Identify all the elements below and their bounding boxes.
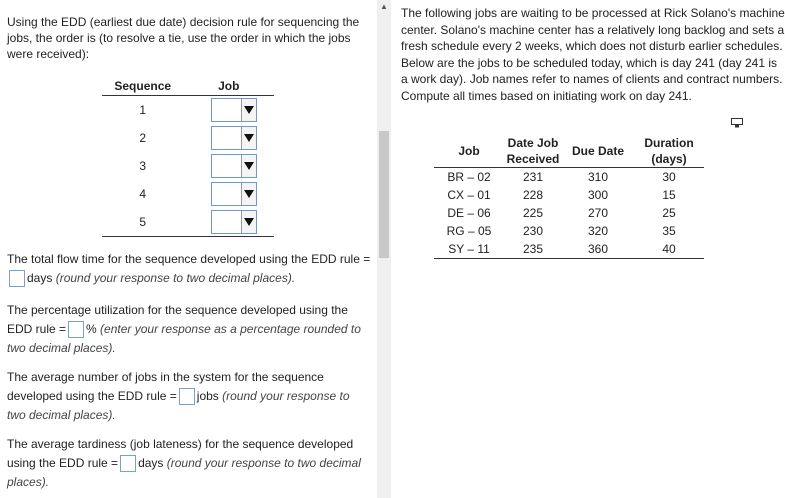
problem-text: The following jobs are waiting to be processed at Rick Solano's machine center. Solano's machine center has a relatively long backlog and sets a fresh schedule every 2 weeks, which does not disturb earlier schedules. Below are the jobs to be scheduled today, which is day 241 (day 241 is a work day). Job names refer to names of clients and contract numbers. Compute all times based on initiating work on day 241.	[401, 6, 785, 103]
sequence-number: 3	[139, 159, 147, 173]
col-received: Date Job Received	[504, 135, 562, 168]
popout-icon[interactable]	[731, 118, 743, 128]
job-dropdown-4[interactable]	[211, 182, 257, 206]
job-header: Job	[183, 76, 274, 96]
avg-tardiness-input[interactable]	[120, 455, 136, 472]
dropdown-arrow-icon[interactable]	[241, 155, 256, 177]
sequence-row	[102, 208, 274, 237]
vertical-scrollbar[interactable]	[377, 0, 391, 498]
sequence-table	[102, 76, 274, 237]
dropdown-arrow-icon[interactable]	[241, 127, 256, 149]
left-pane	[0, 0, 374, 498]
question-avg-tardiness: The average tardiness (job lateness) for the sequence developed using the EDD rule = days (round your response to two decimal places).	[7, 437, 361, 489]
question-total-flow-time: The total flow time for the sequence developed using the EDD rule =days (round your response to two decimal places).	[7, 250, 371, 288]
sequence-header: Sequence	[102, 76, 183, 96]
col-job: Job	[434, 135, 504, 168]
sequence-number: 2	[139, 131, 147, 145]
job-dropdown-5[interactable]	[211, 210, 257, 234]
sequence-row	[102, 124, 274, 152]
table-row: SY – 11 235 360 40	[434, 240, 704, 259]
sequence-number: 4	[139, 187, 147, 201]
table-row: RG – 05 230 320 35	[446, 224, 676, 238]
total-flow-time-input[interactable]	[9, 270, 25, 287]
table-row: BR – 02 231 310 30	[447, 170, 676, 184]
col-due: Due Date	[562, 135, 634, 168]
job-dropdown-2[interactable]	[211, 126, 257, 150]
dropdown-arrow-icon[interactable]	[241, 183, 256, 205]
job-table	[434, 135, 704, 259]
scroll-up-arrow-icon[interactable]: ▲	[380, 2, 388, 11]
table-row: DE – 06 225 270 25	[447, 206, 676, 220]
job-dropdown-1[interactable]	[211, 98, 257, 122]
intro-text: Using the EDD (earliest due date) decision rule for sequencing the jobs, the order is (to resolve a tie, use the order in which the jobs were received):	[7, 15, 360, 61]
col-duration: Duration (days)	[634, 135, 704, 168]
question-avg-jobs: The average number of jobs in the system for the sequence developed using the EDD rule = jobs (round your response to two decimal places).	[7, 370, 350, 422]
sequence-row	[102, 96, 274, 125]
dropdown-arrow-icon[interactable]	[241, 211, 256, 233]
job-dropdown-3[interactable]	[211, 154, 257, 178]
sequence-row	[102, 152, 274, 180]
sequence-row	[102, 180, 274, 208]
question-utilization: The percentage utilization for the sequence developed using the EDD rule = % (enter your response as a percentage rounded to two decimal places).	[7, 303, 361, 355]
scroll-thumb[interactable]	[379, 131, 389, 258]
utilization-input[interactable]	[68, 321, 84, 338]
sequence-number: 1	[139, 103, 147, 117]
avg-jobs-input[interactable]	[179, 388, 195, 405]
table-row: CX – 01 228 300 15	[447, 188, 676, 202]
dropdown-arrow-icon[interactable]	[241, 99, 256, 121]
sequence-number: 5	[102, 208, 183, 237]
